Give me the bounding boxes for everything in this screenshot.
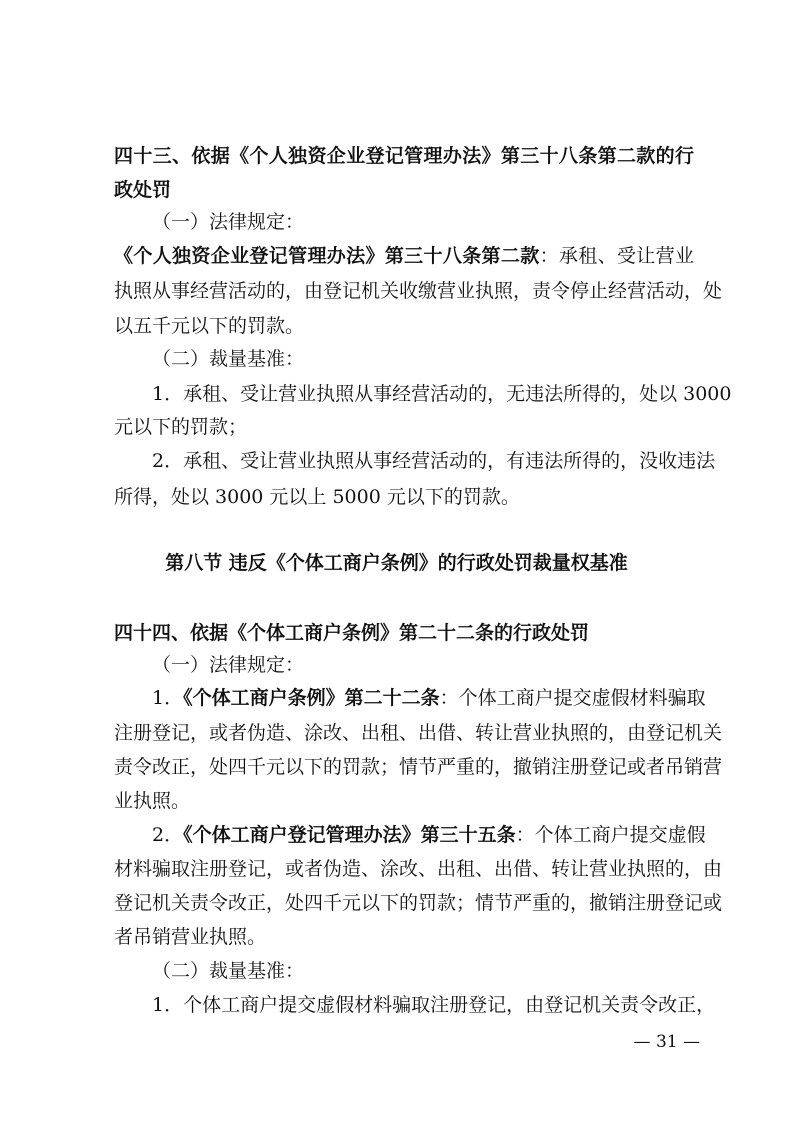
item44-law2-line3: 登记机关责令改正，处四千元以下的罚款；情节严重的，撤销注册登记或 [114, 892, 723, 914]
item43-subheading-standard: （二）裁量基准： [152, 348, 305, 370]
item43-standard1-line2: 元以下的罚款； [114, 416, 248, 438]
item44-subheading-law: （一）法律规定： [152, 654, 305, 676]
item44-law1-citation: 《个体工商户条例》第二十二条 [183, 687, 440, 709]
section8-heading: 第八节 违反《个体工商户条例》的行政处罚裁量权基准 [165, 552, 628, 574]
item44-law1-line4: 业执照。 [114, 790, 191, 812]
item44-law2-line4: 者吊销营业执照。 [114, 926, 267, 948]
item44-subheading-standard: （二）裁量基准： [152, 960, 305, 982]
item44-law1-number: 1． [152, 687, 184, 709]
item43-standard2-text: 2．承租、受让营业执照从事经营活动的，有违法所得的，没收违法 [152, 450, 716, 472]
item43-law-citation: 《个人独资企业登记管理办法》第三十八条第二款 [114, 245, 540, 267]
item43-subheading-law: （一）法律规定： [152, 211, 305, 233]
item43-law-line2: 执照从事经营活动的，由登记机关收缴营业执照，责令停止经营活动，处 [114, 280, 723, 302]
item43-title-line1: 四十三、依据《个人独资企业登记管理办法》第三十八条第二款的行 [114, 145, 694, 167]
item43-standard1-text: 1．承租、受让营业执照从事经营活动的，无违法所得的，处以 3000 [152, 383, 732, 405]
item44-law1-line3: 责令改正，处四千元以下的罚款；情节严重的，撤销注册登记或者吊销营 [114, 756, 723, 778]
item44-law2-citation: 《个体工商户登记管理办法》第三十五条 [183, 824, 516, 846]
item43-law-line3: 以五千元以下的罚款。 [114, 315, 305, 337]
item44-law2-line1 [114, 820, 706, 850]
item43-standard2-line2: 所得，处以 3000 元以上 5000 元以下的罚款。 [114, 486, 520, 508]
item44-law2-number: 2． [152, 824, 184, 846]
item44-law2-line2: 材料骗取注册登记，或者伪造、涂改、出租、出借、转让营业执照的，由 [114, 858, 723, 880]
item44-standard1-text: 1．个体工商户提交虚假材料骗取注册登记，由登记机关责令改正， [152, 994, 716, 1016]
item43-standard1-line1 [114, 379, 732, 409]
page-number: — 31 — [633, 1032, 700, 1052]
item43-standard2-line1 [114, 446, 716, 476]
item43-law-text-start: ：承租、受让营业 [539, 245, 694, 267]
item44-law1-line2: 注册登记，或者伪造、涂改、出租、出借、转让营业执照的，由登记机关 [114, 722, 723, 744]
item43-law-line1 [114, 241, 694, 271]
item44-law2-text-start: ：个体工商户提交虚假 [515, 824, 706, 846]
item44-title: 四十四、依据《个体工商户条例》第二十二条的行政处罚 [114, 622, 590, 644]
item44-law1-line1 [114, 683, 706, 713]
item44-standard1-line1 [114, 990, 716, 1020]
item44-law1-text-start: ：个体工商户提交虚假材料骗取 [439, 687, 706, 709]
item43-title-line2: 政处罚 [114, 179, 172, 201]
